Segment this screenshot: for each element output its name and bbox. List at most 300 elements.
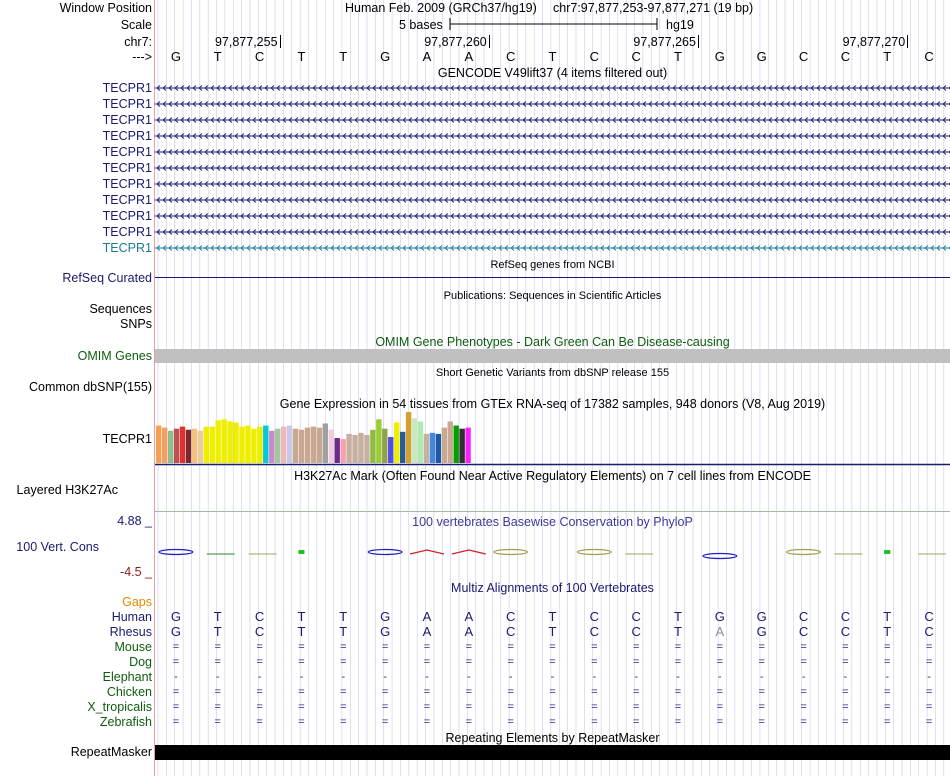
alignment-match-mark: - (885, 671, 890, 683)
alignment-base: A (715, 624, 725, 639)
alignment-match-mark: = (381, 686, 389, 698)
alignment-match-mark: = (256, 641, 263, 653)
alignment-match-mark: = (423, 716, 431, 728)
gtex-tissue-bar (156, 426, 161, 463)
alignment-match-mark: = (591, 701, 598, 713)
label-gencode-transcript[interactable]: TECPR1 (102, 177, 152, 191)
alignment-match-mark: = (674, 701, 682, 713)
gencode-transcript-line (155, 246, 950, 251)
alignment-match-mark: = (507, 716, 514, 728)
alignment-match-mark: = (884, 686, 891, 698)
alignment-match-mark: - (215, 671, 220, 683)
alignment-base: G (170, 624, 181, 639)
alignment-match-mark: = (172, 686, 180, 698)
sequence-base: G (170, 49, 181, 64)
alignment-match-mark: - (341, 671, 346, 683)
alignment-base: C (254, 609, 265, 624)
h3k27ac-track-title[interactable]: H3K27Ac Mark (Often Found Near Active Regulatory Elements) on 7 cell lines from ENCODE (294, 469, 811, 483)
gtex-tissue-bar (358, 433, 363, 463)
gtex-tissue-bar (406, 412, 411, 463)
alignment-match-mark: = (214, 641, 221, 653)
label-zebrafish: Zebrafish (99, 715, 152, 729)
phylop-score-mark (159, 550, 193, 555)
label-omim[interactable]: OMIM Genes (77, 349, 152, 363)
label-window-position: Window Position (59, 1, 152, 15)
alignment-match-mark: = (507, 686, 514, 698)
alignment-base: T (674, 609, 682, 624)
gtex-tissue-bar (436, 434, 441, 463)
alignment-base: A (422, 624, 432, 639)
alignment-match-mark: = (423, 686, 431, 698)
gencode-track-title[interactable]: GENCODE V49lift37 (4 items filtered out) (437, 66, 668, 80)
alignment-match-mark: = (549, 716, 556, 728)
alignment-match-mark: - (634, 671, 638, 683)
sequence-base: C (631, 49, 641, 64)
gtex-tissue-bar (448, 421, 453, 463)
alignment-match-mark: - (257, 671, 262, 683)
alignment-match-mark: = (340, 686, 347, 698)
gtex-tissue-bar (216, 420, 221, 463)
label-mouse: Mouse (114, 640, 152, 654)
alignment-match-mark: = (507, 701, 514, 713)
alignment-match-mark: = (549, 686, 556, 698)
label-gencode-transcript[interactable]: TECPR1 (102, 81, 152, 95)
alignment-match-mark: = (298, 656, 305, 668)
label-elephant: Elephant (102, 670, 152, 684)
sequence-base: A (464, 49, 474, 64)
phylop-score-mark (410, 550, 444, 554)
alignment-match-mark: - (466, 671, 471, 683)
alignment-base: C (631, 609, 641, 624)
phylop-score-mark (298, 550, 304, 554)
alignment-match-mark: = (340, 641, 347, 653)
label-human: Human (111, 610, 152, 624)
alignment-match-mark: = (298, 641, 305, 653)
gtex-tissue-bar (352, 435, 357, 463)
gtex-tissue-bar (263, 426, 268, 463)
h3k27ac-baseline (155, 511, 950, 512)
gtex-tissue-bar (281, 427, 286, 463)
alignment-base: C (924, 624, 934, 639)
sequence-base: C (505, 49, 516, 64)
alignment-match-mark: - (383, 671, 387, 683)
alignment-base: T (548, 609, 557, 624)
alignment-match-mark: = (800, 656, 807, 668)
alignment-base: G (756, 624, 767, 639)
label-refseq[interactable]: RefSeq Curated (62, 271, 152, 285)
label-dbsnp[interactable]: Common dbSNP(155) (29, 380, 152, 394)
alignment-base: C (840, 609, 851, 624)
gtex-tissue-bar (418, 421, 423, 463)
alignment-match-mark: = (172, 656, 180, 668)
label-rhesus: Rhesus (109, 625, 152, 639)
gtex-tissue-bar (239, 427, 244, 463)
phylop-score-mark (368, 550, 402, 555)
multiz-track-title[interactable]: Multiz Alignments of 100 Vertebrates (451, 581, 654, 595)
label-sequences[interactable]: Sequences (89, 302, 152, 316)
alignment-match-mark: = (842, 641, 849, 653)
alignment-match-mark: = (758, 701, 765, 713)
sequence-base: T (213, 49, 222, 64)
gtex-tissue-bar (323, 423, 328, 463)
alignment-match-mark: = (674, 656, 682, 668)
sequence-base: T (339, 49, 348, 64)
label-cons-min: -4.5 _ (120, 565, 152, 579)
label-gencode-transcript[interactable]: TECPR1 (102, 97, 152, 111)
alignment-base: C (589, 624, 600, 639)
gtex-tissue-bar (233, 422, 238, 463)
alignment-match-mark: = (842, 701, 849, 713)
gencode-transcript-line (155, 198, 950, 203)
phylop-score-mark (577, 550, 611, 555)
gtex-tissue-bar (257, 427, 262, 463)
sequence-base: G (714, 49, 725, 64)
gtex-tissue-bar (388, 437, 393, 463)
ruler-tick-label: 97,877,255 (214, 35, 278, 49)
alignment-match-mark: = (381, 656, 389, 668)
omim-gene-bar[interactable] (155, 349, 950, 363)
label-gencode-transcript[interactable]: TECPR1 (102, 161, 152, 175)
gtex-tissue-bar (454, 426, 459, 463)
alignment-match-mark: = (925, 716, 933, 728)
label-gencode-transcript[interactable]: TECPR1 (102, 209, 152, 223)
alignment-match-mark: - (174, 671, 178, 683)
refseq-track-title[interactable]: RefSeq genes from NCBI (490, 259, 615, 271)
alignment-match-mark: = (716, 716, 724, 728)
gencode-transcript-line (155, 134, 950, 139)
alignment-match-mark: - (718, 671, 722, 683)
sequence-base: T (297, 49, 306, 64)
sequence-base: C (840, 49, 851, 64)
alignment-match-mark: = (632, 686, 640, 698)
phylop-score-mark (452, 550, 486, 554)
alignment-match-mark: - (843, 671, 848, 683)
position-title: chr7:97,877,253-97,877,271 (19 bp) (553, 1, 754, 15)
alignment-match-mark: = (674, 641, 682, 653)
alignment-base: A (464, 624, 474, 639)
alignment-base: T (674, 624, 682, 639)
label-gencode-transcript[interactable]: TECPR1 (102, 225, 152, 239)
gtex-tissue-bar (174, 429, 179, 463)
label-gaps[interactable]: Gaps (122, 595, 152, 609)
omim-track-title[interactable]: OMIM Gene Phenotypes - Dark Green Can Be Disease-causing (375, 335, 730, 349)
label-chicken: Chicken (106, 685, 152, 699)
alignment-match-mark: = (256, 656, 263, 668)
label-gtex-gene[interactable]: TECPR1 (102, 432, 152, 446)
alignment-match-mark: - (801, 671, 806, 683)
scale-text: 5 bases (399, 18, 443, 32)
sequence-base: G (756, 49, 767, 64)
alignment-match-mark: = (340, 716, 347, 728)
alignment-match-mark: = (674, 686, 682, 698)
label-gencode-transcript[interactable]: TECPR1 (102, 145, 152, 159)
alignment-match-mark: = (340, 701, 347, 713)
sequence-base: T (883, 49, 892, 64)
alignment-match-mark: = (214, 656, 221, 668)
sequence-base: T (674, 49, 682, 64)
label-gencode-transcript[interactable]: TECPR1 (102, 193, 152, 207)
alignment-base: C (798, 624, 809, 639)
alignment-match-mark: = (423, 656, 431, 668)
alignment-match-mark: - (676, 671, 680, 683)
sequence-base: C (254, 49, 265, 64)
alignment-match-mark: = (465, 656, 473, 668)
alignment-match-mark: = (298, 716, 305, 728)
alignment-base: T (883, 624, 892, 639)
alignment-match-mark: = (716, 686, 724, 698)
label-cons-max: 4.88 _ (117, 514, 152, 528)
alignment-base: C (505, 609, 516, 624)
gtex-tissue-bar (293, 429, 298, 463)
alignment-match-mark: = (884, 656, 891, 668)
publications-track-title[interactable]: Publications: Sequences in Scientific Articles (443, 290, 662, 302)
label-xtrop: X_tropicalis (87, 700, 152, 714)
alignment-match-mark: = (172, 641, 180, 653)
gtex-tissue-bar (430, 433, 435, 463)
alignment-base: T (339, 609, 348, 624)
alignment-match-mark: = (925, 701, 933, 713)
gtex-tissue-bar (459, 429, 464, 463)
alignment-match-mark: - (759, 671, 764, 683)
alignment-match-mark: = (716, 701, 724, 713)
alignment-base: T (213, 624, 222, 639)
alignment-base: T (297, 624, 306, 639)
phylop-score-mark (494, 550, 528, 555)
alignment-base: C (505, 624, 516, 639)
alignment-base: A (422, 609, 432, 624)
gtex-tissue-bar (376, 419, 381, 463)
alignment-match-mark: = (549, 656, 556, 668)
alignment-match-mark: = (925, 686, 933, 698)
alignment-base: C (840, 624, 851, 639)
alignment-match-mark: = (298, 686, 305, 698)
gtex-tissue-bar (204, 427, 209, 463)
sequence-base: A (422, 49, 432, 64)
label-snps[interactable]: SNPs (120, 317, 152, 331)
alignment-base: A (464, 609, 474, 624)
alignment-match-mark: - (927, 671, 931, 683)
alignment-match-mark: = (549, 701, 556, 713)
assembly-title: Human Feb. 2009 (GRCh37/hg19) (345, 1, 537, 15)
alignment-match-mark: = (256, 701, 263, 713)
dbsnp-track-title[interactable]: Short Genetic Variants from dbSNP release 155 (435, 367, 670, 379)
alignment-base: T (883, 609, 892, 624)
alignment-base: C (924, 609, 934, 624)
alignment-base: G (380, 609, 391, 624)
alignment-match-mark: = (716, 641, 724, 653)
gencode-transcript-line (155, 166, 950, 171)
alignment-match-mark: - (425, 671, 429, 683)
alignment-match-mark: = (800, 716, 807, 728)
gtex-tissue-bar (364, 435, 369, 463)
ruler-tick-label: 97,877,265 (633, 35, 696, 49)
repeat-element-bar[interactable] (155, 745, 950, 760)
alignment-match-mark: - (550, 671, 555, 683)
alignment-match-mark: = (465, 641, 473, 653)
gtex-tissue-bar (370, 430, 375, 463)
gtex-tissue-bar (329, 430, 334, 463)
label-dog: Dog (129, 655, 152, 669)
alignment-match-mark: = (884, 716, 891, 728)
ruler-tick-label: 97,877,270 (842, 35, 906, 49)
sequence-base: C (924, 49, 934, 64)
alignment-base: T (297, 609, 306, 624)
alignment-match-mark: = (214, 701, 221, 713)
gencode-transcript-line (155, 86, 950, 91)
gtex-tissue-bar (394, 422, 399, 463)
gtex-tissue-bar (198, 431, 203, 463)
alignment-match-mark: = (758, 656, 765, 668)
alignment-match-mark: = (632, 641, 640, 653)
alignment-match-mark: = (256, 716, 263, 728)
alignment-match-mark: = (256, 686, 263, 698)
label-gencode-transcript[interactable]: TECPR1 (102, 113, 152, 127)
alignment-match-mark: = (340, 656, 347, 668)
alignment-match-mark: = (842, 716, 849, 728)
alignment-match-mark: = (214, 686, 221, 698)
gencode-transcript-line (155, 150, 950, 155)
alignment-match-mark: = (632, 701, 640, 713)
alignment-match-mark: = (758, 716, 765, 728)
gtex-tissue-bar (210, 427, 215, 463)
alignment-base: C (631, 624, 641, 639)
alignment-match-mark: - (508, 671, 513, 683)
alignment-match-mark: = (172, 716, 180, 728)
label-scale: Scale (120, 18, 152, 32)
label-repeatmasker[interactable]: RepeatMasker (70, 745, 152, 759)
track-image-area[interactable] (155, 0, 950, 776)
label-cons[interactable]: 100 Vert. Cons (16, 540, 99, 554)
ruler-tick-mark (907, 35, 908, 48)
gencode-transcript-line (155, 182, 950, 187)
alignment-match-mark: = (465, 686, 473, 698)
alignment-match-mark: = (758, 641, 765, 653)
alignment-match-mark: = (172, 701, 180, 713)
label-gencode-transcript[interactable]: TECPR1 (102, 241, 152, 255)
gtex-tissue-bar (221, 419, 226, 463)
gtex-tissue-bar (412, 418, 417, 463)
alignment-match-mark: = (884, 701, 891, 713)
gtex-tissue-bar (335, 438, 340, 463)
alignment-match-mark: - (299, 671, 304, 683)
phylop-score-mark (703, 554, 737, 559)
alignment-match-mark: = (842, 686, 849, 698)
gtex-expression-chart[interactable] (155, 411, 950, 467)
gtex-tissue-bar (340, 439, 345, 463)
sequence-base: C (798, 49, 809, 64)
alignment-match-mark: = (800, 701, 807, 713)
alignment-match-mark: - (592, 671, 597, 683)
ruler-tick-mark (280, 35, 281, 48)
ruler-tick-mark (698, 35, 699, 48)
label-gencode-transcript[interactable]: TECPR1 (102, 129, 152, 143)
gtex-tissue-bar (442, 428, 447, 463)
gtex-tissue-bar (311, 427, 316, 463)
alignment-match-mark: = (632, 656, 640, 668)
label-chrom: chr7: (124, 35, 152, 49)
phylop-score-mark (787, 550, 821, 555)
gtex-tissue-bar (275, 429, 280, 463)
alignment-match-mark: = (591, 686, 598, 698)
scale-db: hg19 (666, 18, 694, 32)
track-label-column (0, 0, 152, 776)
alignment-base: C (589, 609, 600, 624)
gtex-tissue-bar (180, 427, 185, 463)
alignment-match-mark: = (842, 656, 849, 668)
alignment-match-mark: = (884, 641, 891, 653)
gtex-tissue-bar (424, 434, 429, 463)
repeatmasker-track-title[interactable]: Repeating Elements by RepeatMasker (445, 731, 660, 745)
gtex-tissue-bar (245, 426, 250, 463)
phylop-track-title[interactable]: 100 vertebrates Basewise Conservation by PhyloP (412, 515, 693, 529)
refseq-gene-line[interactable] (155, 277, 950, 278)
scale-bar (445, 16, 665, 34)
phylop-score-mark (884, 550, 890, 554)
gencode-transcript-line (155, 118, 950, 123)
alignment-match-mark: = (716, 656, 724, 668)
sequence-base: G (380, 49, 391, 64)
gtex-tissue-bar (251, 429, 256, 463)
alignment-match-mark: = (925, 656, 933, 668)
gencode-transcript-line (155, 230, 950, 235)
alignment-base: G (756, 609, 767, 624)
alignment-match-mark: = (298, 701, 305, 713)
alignment-match-mark: = (423, 701, 431, 713)
gtex-tissue-bar (400, 432, 405, 463)
alignment-base: T (213, 609, 222, 624)
gtex-tissue-bar (192, 429, 197, 463)
alignment-match-mark: = (381, 701, 389, 713)
gtex-tissue-bar (287, 426, 292, 463)
alignment-match-mark: = (800, 686, 807, 698)
gtex-tissue-bar (227, 421, 232, 463)
alignment-match-mark: = (800, 641, 807, 653)
alignment-match-mark: = (465, 716, 473, 728)
gtex-tissue-bar (186, 430, 191, 463)
alignment-match-mark: = (214, 716, 221, 728)
gencode-transcript-line (155, 102, 950, 107)
alignment-match-mark: = (507, 641, 514, 653)
alignment-match-mark: = (674, 716, 682, 728)
gencode-transcript-line (155, 214, 950, 219)
ruler-tick-mark (489, 35, 490, 48)
alignment-base: C (254, 624, 265, 639)
alignment-base: C (798, 609, 809, 624)
gtex-tissue-bar (269, 431, 274, 463)
phylop-signal[interactable] (155, 545, 950, 561)
label-strand: ---> (132, 50, 152, 64)
alignment-base: T (548, 624, 557, 639)
gtex-tissue-bar (382, 429, 387, 463)
alignment-match-mark: = (925, 641, 933, 653)
alignment-match-mark: = (549, 641, 556, 653)
gtex-tissue-bar (162, 428, 167, 463)
alignment-match-mark: = (632, 716, 640, 728)
gtex-track-title[interactable]: Gene Expression in 54 tissues from GTEx RNA-seq of 17382 samples, 948 donors (V8, Aug 2019) (279, 397, 826, 411)
gtex-tissue-bar (465, 428, 470, 463)
gtex-tissue-bar (305, 428, 310, 463)
alignment-match-mark: = (381, 641, 389, 653)
label-h3k27ac[interactable]: Layered H3K27Ac (16, 483, 118, 497)
gtex-tissue-bar (346, 434, 351, 463)
alignment-match-mark: = (591, 641, 598, 653)
gtex-tissue-bar (299, 430, 304, 463)
gencode-transcripts[interactable] (155, 80, 950, 256)
alignment-base: G (170, 609, 181, 624)
gtex-tissue-bar (317, 428, 322, 463)
alignment-base: T (339, 624, 348, 639)
alignment-match-mark: = (591, 716, 598, 728)
